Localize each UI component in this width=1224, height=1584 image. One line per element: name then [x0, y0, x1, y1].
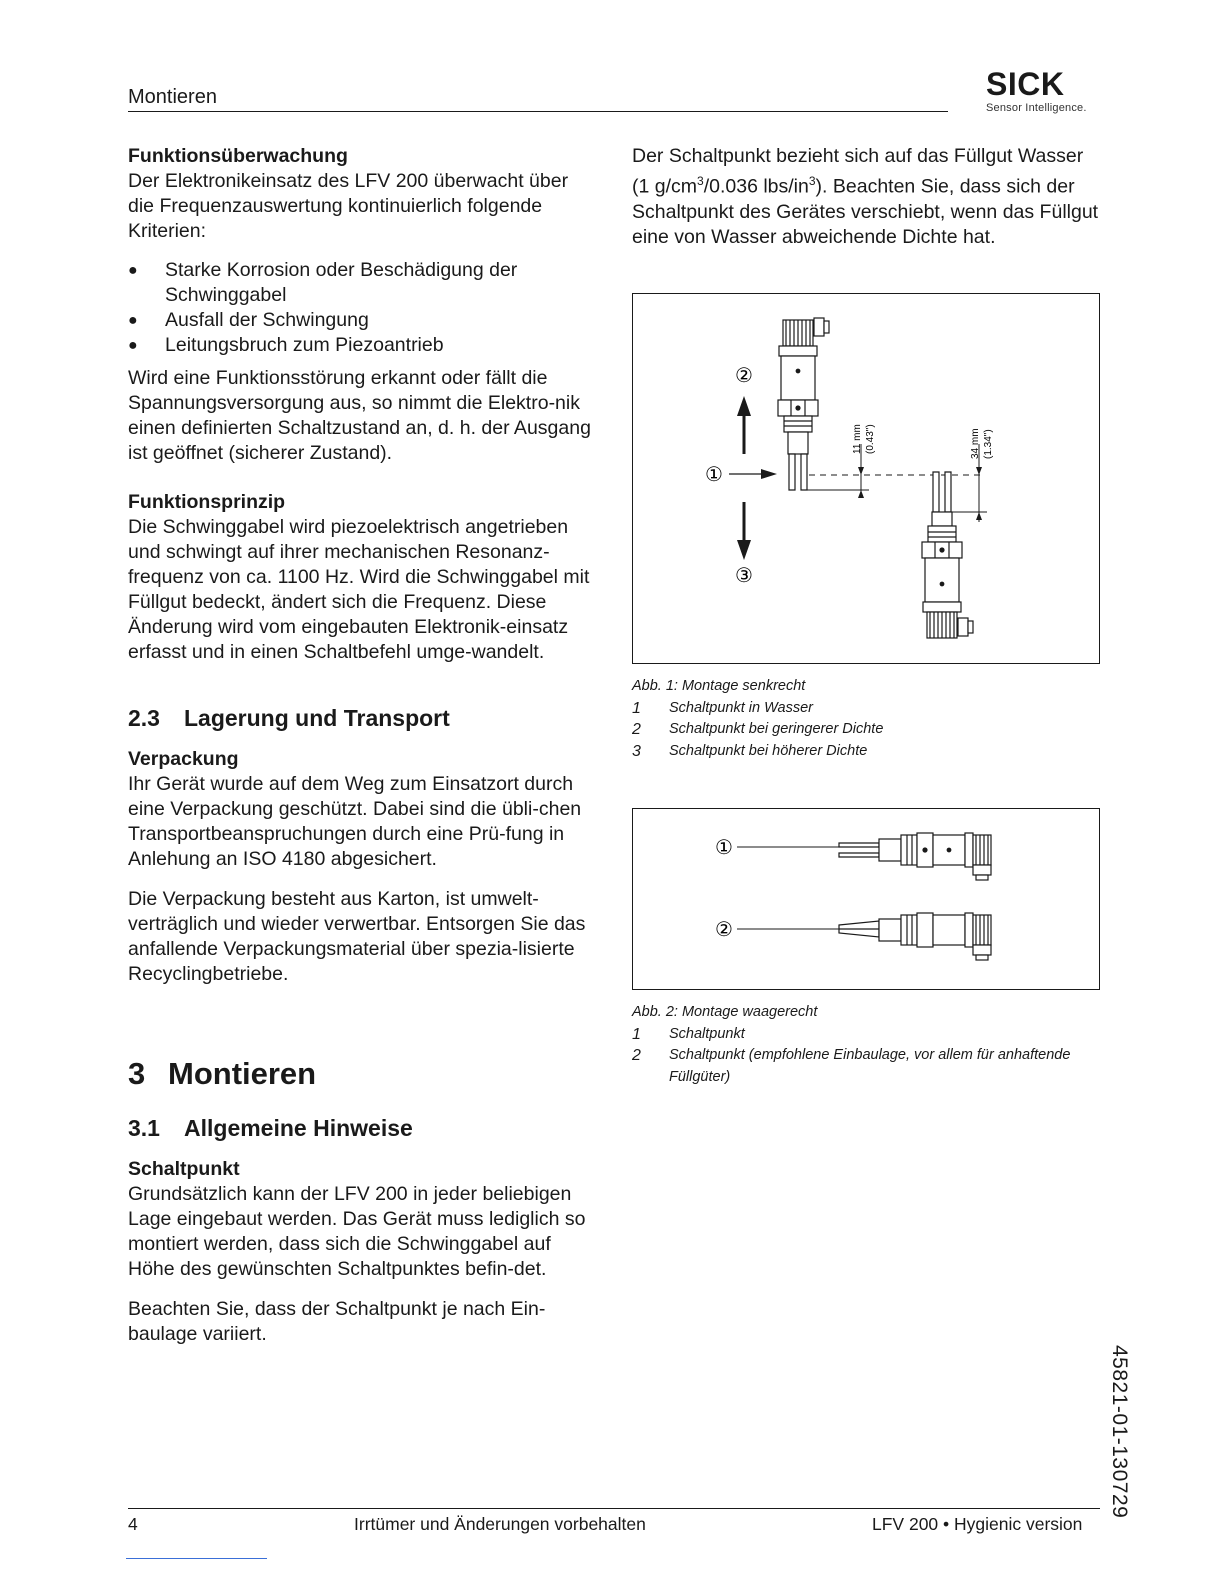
- list-item: ● Starke Korrosion oder Beschädigung der Schwinggabel: [128, 259, 518, 306]
- marker-2: ②: [735, 365, 753, 387]
- caption-figure-2: [632, 1002, 1102, 1088]
- running-header-title: Montieren: [128, 86, 217, 108]
- document-id-vertical: 45821-01-130729: [1108, 1345, 1131, 1519]
- paragraph-verpackung-1: Ihr Gerät wurde auf dem Weg zum Einsatzort durch eine Verpackung geschützt. Dabei sind die übli-chen Transportbeanspruchungen durch eine Prü-fung in Anlehung an ISO 4180 abgesichert.: [128, 773, 582, 870]
- paragraph-funktionsprinzip: Die Schwinggabel wird piezoelektrisch angetrieben und schwingt auf ihrer mechanischen Resonanz-frequenz von ca. 1100 Hz. Wird die Schwinggabel mit Füllgut bedeckt, ändert sich die Frequenz. Diese Änderung wird vom eingebauten Elektronik-einsatz erfasst und in einen Schaltbefehl umge-wandelt.: [128, 516, 590, 663]
- bullet-icon: ●: [128, 337, 138, 354]
- caption-item: 1 Schaltpunkt: [632, 1025, 745, 1043]
- caption-item: 1 Schaltpunkt in Wasser: [632, 699, 813, 717]
- heading-funktionsprinzip: Funktionsprinzip: [128, 491, 286, 513]
- marker-1: ①: [715, 837, 733, 859]
- caption-title: Abb. 1: Montage senkrecht: [632, 678, 806, 694]
- paragraph-funktion-intro: Der Elektronikeinsatz des LFV 200 überwacht über die Frequenzauswertung kontinuierlich folgende Kriterien:: [128, 170, 569, 242]
- section-heading-2-3: 2.3 Lagerung und Transport: [128, 705, 450, 731]
- sensor-lower-icon: [922, 472, 973, 638]
- sensor-horizontal-2-icon: [839, 913, 991, 960]
- left-column: [128, 144, 598, 1347]
- page-number: 4: [128, 1514, 138, 1534]
- bullet-icon: ●: [128, 312, 138, 329]
- footer-rule: [128, 1508, 1100, 1509]
- criteria-list: [128, 258, 598, 358]
- logo-tagline: Sensor Intelligence.: [986, 102, 1087, 114]
- list-item: ● Leitungsbruch zum Piezoantrieb: [128, 334, 444, 356]
- paragraph-funktion-after: Wird eine Funktionsstörung erkannt oder fällt die Spannungsversorgung aus, so nimmt die Elektro-nik einen definierten Schaltzustand an, d. h. der Ausgang ist geöffnet (sicherer Zustand).: [128, 367, 591, 464]
- caption-figure-1: [632, 676, 1102, 762]
- dimension-34mm: 34 mm: [970, 428, 981, 459]
- heading-funktionsueberwachung: Funktionsüberwachung: [128, 145, 348, 167]
- footnote-separator: [126, 1558, 267, 1559]
- marker-2: ②: [715, 919, 733, 941]
- figure-montage-senkrecht: [632, 293, 1100, 664]
- paragraph-schaltpunkt-2: Beachten Sie, dass der Schaltpunkt je nach Ein-baulage variiert.: [128, 1298, 546, 1345]
- chapter-heading-3: 3 Montieren: [128, 1056, 317, 1091]
- section-heading-3-1: 3.1 Allgemeine Hinweise: [128, 1115, 413, 1141]
- caption-title: Abb. 2: Montage waagerecht: [632, 1004, 818, 1020]
- heading-verpackung: Verpackung: [128, 748, 239, 770]
- header-rule: [128, 111, 948, 112]
- paragraph-verpackung-2: Die Verpackung besteht aus Karton, ist umwelt-verträglich und wieder verwertbar. Entsorgen Sie das anfallende Verpackungsmaterial über spezia-lisierte Recyclingbetriebe.: [128, 888, 586, 985]
- dimension-0-43in: (0.43"): [865, 424, 876, 454]
- logo-wordmark: SICK: [986, 66, 1065, 102]
- caption-item: 2 Schaltpunkt bei geringerer Dichte: [632, 721, 884, 738]
- figure-2-drawing: [633, 809, 1099, 989]
- paragraph-schaltpunkt-1: Grundsätzlich kann der LFV 200 in jeder beliebigen Lage eingebaut werden. Das Gerät muss lediglich so montiert werden, dass sich die Schwinggabel auf Höhe des gewünschten Schaltpunktes befin-det.: [128, 1183, 586, 1280]
- paragraph-schaltpunkt-wasser: Der Schaltpunkt bezieht sich auf das Füllgut Wasser (1 $g/cm^3/0.036$ lbs/$in^3$). Beachten Sie, dass sich der Schaltpunkt des Gerätes verschiebt, wenn das Füllgut eine von Wasser abweichende Dichte hat.: [632, 145, 1099, 248]
- figure-montage-waagerecht: [632, 808, 1100, 990]
- list-item: ● Ausfall der Schwingung: [128, 309, 369, 331]
- caption-item: 2 Schaltpunkt (empfohlene Einbaulage, vor allem für anhaftende Füllgüter): [632, 1047, 1071, 1085]
- dimension-11mm: 11 mm: [852, 424, 863, 454]
- footer-product: LFV 200 • Hygienic version: [872, 1514, 1083, 1534]
- sensor-upper-icon: [778, 318, 829, 490]
- figure-1-drawing: [633, 294, 1099, 663]
- footer-disclaimer: Irrtümer und Änderungen vorbehalten: [354, 1514, 646, 1534]
- sick-logo: [986, 68, 1102, 114]
- caption-item: 3 Schaltpunkt bei höherer Dichte: [632, 742, 868, 760]
- dimension-1-34in: (1.34"): [983, 429, 994, 459]
- right-column-intro: [632, 144, 1102, 250]
- heading-schaltpunkt: Schaltpunkt: [128, 1158, 240, 1180]
- marker-3: ③: [735, 565, 753, 587]
- marker-1: ①: [705, 464, 723, 486]
- sensor-horizontal-1-icon: [839, 833, 991, 880]
- bullet-icon: ●: [128, 262, 138, 279]
